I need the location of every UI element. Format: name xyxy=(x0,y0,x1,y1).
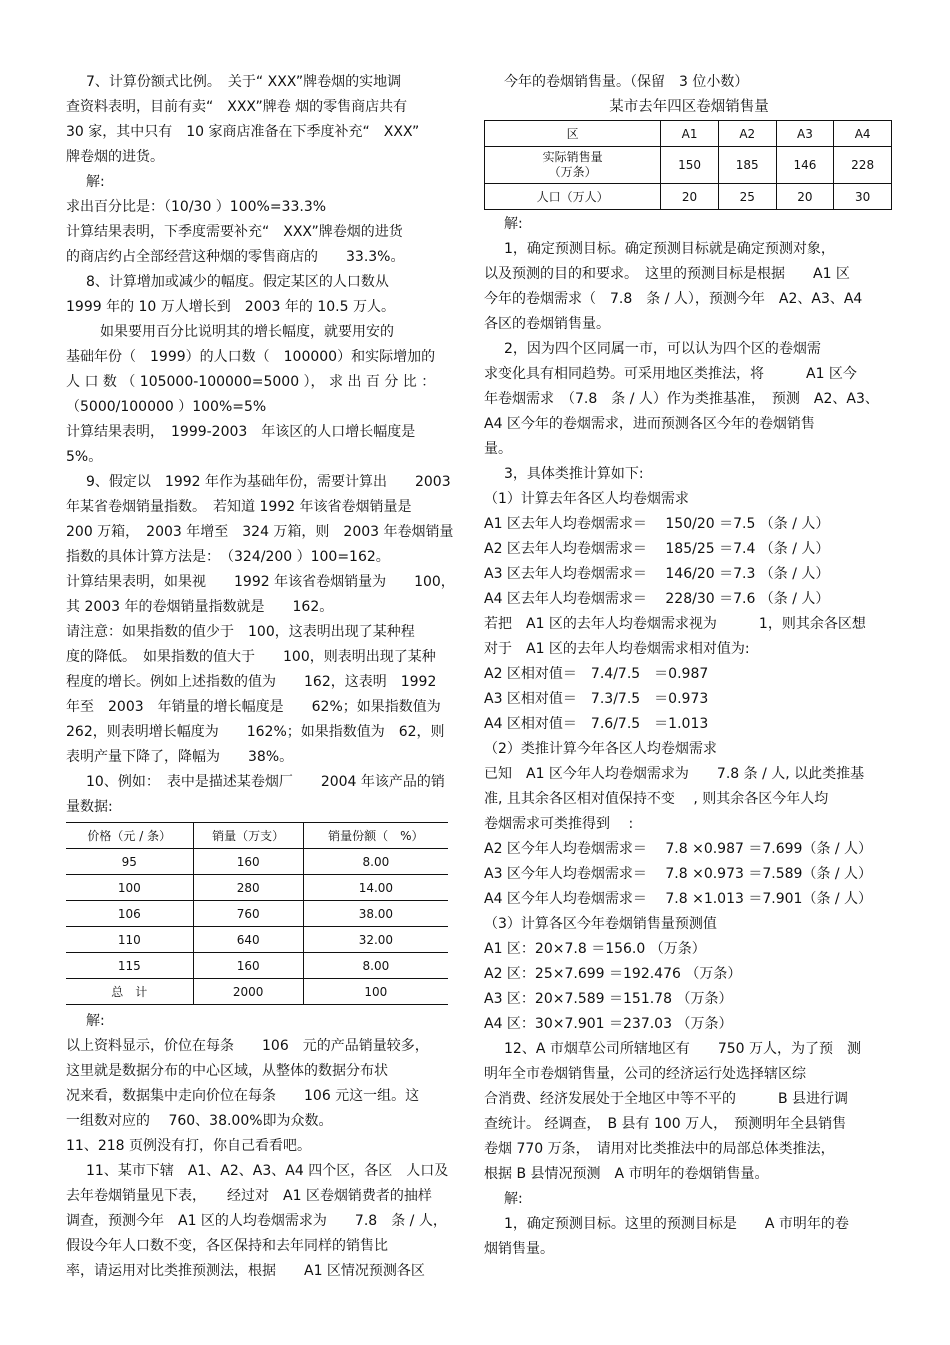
solution-label: 解: xyxy=(86,174,105,190)
right-column xyxy=(484,70,894,1262)
table-cell: 280 xyxy=(193,875,303,901)
text-line: 度的降低。 如果指数的值大于 100，则表明出现了某种 xyxy=(66,649,436,665)
text-line: A3 区去年人均卷烟需求＝ 146/20 ＝7.3 （条 / 人） xyxy=(484,566,830,582)
text-line: 烟销售量。 xyxy=(484,1241,554,1257)
text-line: 量。 xyxy=(484,441,512,457)
table-header-row xyxy=(66,823,448,849)
table-row-label xyxy=(485,147,661,184)
table-cell: 640 xyxy=(193,927,303,953)
row-label-line: 实际销售量 xyxy=(542,150,603,164)
text-line: A4 区今年人均卷烟需求＝ 7.8 ×1.013 ＝7.901（条 / 人） xyxy=(484,891,873,907)
text-line: A3 区：20×7.589 ＝151.78 （万条） xyxy=(484,991,733,1007)
text-line: 请注意：如果指数的值少于 100，这表明出现了某种程 xyxy=(66,624,415,640)
table-cell: 110 xyxy=(66,927,193,953)
text-line: 30 家，其中只有 10 家商店准备在下季度补充“ XXX” xyxy=(66,124,420,140)
text-line: A2 区：25×7.699 ＝192.476 （万条） xyxy=(484,966,742,982)
table-cell: 95 xyxy=(66,849,193,875)
problem-11 xyxy=(66,1159,448,1284)
text-line: 各区的卷烟销售量。 xyxy=(484,316,610,332)
text-line: A2 区去年人均卷烟需求＝ 185/25 ＝7.4 （条 / 人） xyxy=(484,541,830,557)
text-line: 求出百分比是：（10/30 ）100%=33.3% xyxy=(66,199,327,215)
text-line: 200 万箱， 2003 年增至 324 万箱，则 2003 年卷烟销量 xyxy=(66,524,454,540)
text-line: 卷烟 770 万条， 请用对比类推法中的局部总体类推法， xyxy=(484,1141,835,1157)
text-line: 率，请运用对比类推预测法，根据 A1 区情况预测各区 xyxy=(66,1263,425,1279)
table-cell: 20 xyxy=(661,184,719,210)
text-line: 人 口 数 （ 105000-100000=5000 ）， 求 出 百 分 比 ： xyxy=(66,374,436,390)
table-cell: 2000 xyxy=(193,979,303,1005)
text-line: 12、A 市烟草公司所辖地区有 750 万人，为了预 测 xyxy=(504,1041,862,1057)
sales-table xyxy=(66,822,448,1005)
text-line: 程度的增长。例如上述指数的值为 162，这表明 1992 xyxy=(66,674,437,690)
table-row xyxy=(485,184,892,210)
text-line: A4 区相对值＝ 7.6/7.5 ＝1.013 xyxy=(484,716,709,732)
text-line: 计算结果表明，如果视 1992 年该省卷烟销量为 100， xyxy=(66,574,455,590)
table-cell: 8.00 xyxy=(303,953,448,979)
text-line: 计算结果表明，下季度需要补充“ XXX”牌卷烟的进货 xyxy=(66,224,403,240)
table-cell: 32.00 xyxy=(303,927,448,953)
problem-10 xyxy=(66,770,448,1159)
step-1 xyxy=(484,237,894,337)
sub-heading: （3）计算各区今年卷烟销售量预测值 xyxy=(484,916,717,932)
text-line: 年卷烟需求 （7.8 条 / 人）作为类推基准， 预测 A2、A3、 xyxy=(484,391,879,407)
text-line: 9、假定以 1992 年作为基础年份，需要计算出 2003 xyxy=(86,474,451,490)
text-line: 指数的具体计算方法是： （324/200 ）100=162。 xyxy=(66,549,390,565)
text-line: 准, 且其余各区相对值保持不变 , 则其余各区今年人均 xyxy=(484,791,829,807)
solution-label: 解: xyxy=(504,216,523,232)
text-line: 一组数对应的 760、38.00%即为众数。 xyxy=(66,1113,333,1129)
text-line: A3 区今年人均卷烟需求＝ 7.8 ×0.973 ＝7.589（条 / 人） xyxy=(484,866,873,882)
sub-heading: （2）类推计算今年各区人均卷烟需求 xyxy=(484,741,717,757)
text-line: 11、218 页例没有打，你自己看看吧。 xyxy=(66,1138,311,1154)
problem-9 xyxy=(66,470,455,770)
table-cell: 总 计 xyxy=(66,979,193,1005)
table-cell: 8.00 xyxy=(303,849,448,875)
table-cell: 38.00 xyxy=(303,901,448,927)
text-line: 10、例如： 表中是描述某卷烟厂 2004 年该产品的销 xyxy=(86,774,445,790)
text-line: 其 2003 年的卷烟销量指数就是 162。 xyxy=(66,599,334,615)
solution-label: 解: xyxy=(504,1191,523,1207)
text-line: 对于 A1 区的去年人均卷烟需求相对值为: xyxy=(484,641,750,657)
text-line: A1 区去年人均卷烟需求＝ 150/20 ＝7.5 （条 / 人） xyxy=(484,516,830,532)
table-title: 某市去年四区卷烟销售量 xyxy=(609,99,769,115)
text-line: A4 区：30×7.901 ＝237.03 （万条） xyxy=(484,1016,733,1032)
text-line: 今年的卷烟销售量。（保留 3 位小数） xyxy=(504,74,749,90)
table-total-row xyxy=(66,979,448,1005)
text-line: 5%。 xyxy=(66,449,103,465)
text-line: 1，确定预测目标。这里的预测目标是 A 市明年的卷 xyxy=(504,1216,849,1232)
table-cell: 160 xyxy=(193,953,303,979)
text-line: 262，则表明增长幅度为 162%；如果指数值为 62，则 xyxy=(66,724,445,740)
table-row xyxy=(66,901,448,927)
text-line: 如果要用百分比说明其的增长幅度，就要用安的 xyxy=(100,324,394,340)
text-line: 去年卷烟销量见下表， 经过对 A1 区卷烟销费者的抽样 xyxy=(66,1188,432,1204)
text-line: 1，确定预测目标。确定预测目标就是确定预测对象， xyxy=(504,241,835,257)
text-line: A4 区去年人均卷烟需求＝ 228/30 ＝7.6 （条 / 人） xyxy=(484,591,830,607)
table-row xyxy=(66,953,448,979)
table-cell: 106 xyxy=(66,901,193,927)
table-cell: 150 xyxy=(661,147,719,184)
table-cell: 30 xyxy=(834,184,892,210)
text-line: A2 区今年人均卷烟需求＝ 7.8 ×0.987 ＝7.699（条 / 人） xyxy=(484,841,873,857)
text-line: 以上资料显示，价位在每条 106 元的产品销量较多， xyxy=(66,1038,429,1054)
text-line: A2 区相对值＝ 7.4/7.5 ＝0.987 xyxy=(484,666,709,682)
left-column xyxy=(66,70,455,1284)
problem-7 xyxy=(66,70,448,270)
text-line: 今年的卷烟需求（ 7.8 条 / 人），预测今年 A2、A3、A4 xyxy=(484,291,863,307)
table-cell: 25 xyxy=(718,184,776,210)
text-line: 合消费、经济发展处于全地区中等不平的 B 县进行调 xyxy=(484,1091,849,1107)
text-line: 调查，预测今年 A1 区的人均卷烟需求为 7.8 条 / 人， xyxy=(66,1213,447,1229)
table-header-cell: A4 xyxy=(834,121,892,147)
text-line: 查资料表明，目前有卖“ XXX”牌卷 烟的零售商店共有 xyxy=(66,99,408,115)
text-line: A4 区今年的卷烟需求，进而预测各区今年的卷烟销售 xyxy=(484,416,815,432)
text-line: 明年全市卷烟销售量，公司的经济运行处选择辖区综 xyxy=(484,1066,806,1082)
table-row xyxy=(66,927,448,953)
table-header-cell: A2 xyxy=(718,121,776,147)
text-line: 1999 年的 10 万人增长到 2003 年的 10.5 万人。 xyxy=(66,299,395,315)
text-line: 牌卷烟的进货。 xyxy=(66,149,164,165)
text-line: 的商店约占全部经营这种烟的零售商店的 33.3%。 xyxy=(66,249,405,265)
table-header-cell: 区 xyxy=(485,121,661,147)
row-label-unit: （万条） xyxy=(548,165,597,179)
problem-8 xyxy=(66,270,448,470)
table-cell: 100 xyxy=(303,979,448,1005)
text-line: 况来看，数据集中走向价位在每条 106 元这一组。这 xyxy=(66,1088,420,1104)
table-cell: 760 xyxy=(193,901,303,927)
table-cell: 185 xyxy=(718,147,776,184)
text-line: 已知 A1 区今年人均卷烟需求为 7.8 条 / 人, 以此类推基 xyxy=(484,766,865,782)
problem-12 xyxy=(484,1037,894,1262)
table-row xyxy=(66,875,448,901)
sub-heading: （1）计算去年各区人均卷烟需求 xyxy=(484,491,689,507)
text-line: 根据 B 县情况预测 A 市明年的卷烟销售量。 xyxy=(484,1166,769,1182)
table-header-cell: A3 xyxy=(776,121,834,147)
text-line: 求变化具有相同趋势。可采用地区类推法，将 A1 区今 xyxy=(484,366,857,382)
table-cell: 115 xyxy=(66,953,193,979)
text-line: 若把 A1 区的去年人均卷烟需求视为 1，则其余各区想 xyxy=(484,616,866,632)
step-2 xyxy=(484,337,894,462)
table-header-cell: 销量（万支） xyxy=(193,823,303,849)
step-3 xyxy=(484,462,894,1037)
table-row-label: 人口（万人） xyxy=(485,184,661,210)
text-line: 计算结果表明， 1999-2003 年该区的人口增长幅度是 xyxy=(66,424,416,440)
text-line: 量数据: xyxy=(66,799,113,815)
text-line: 查统计。 经调查， B 县有 100 万人， 预测明年全县销售 xyxy=(484,1116,847,1132)
table-cell: 100 xyxy=(66,875,193,901)
table-cell: 160 xyxy=(193,849,303,875)
solution-label: 解: xyxy=(86,1013,105,1029)
text-line: 以及预测的目的和要求。 这里的预测目标是根据 A1 区 xyxy=(484,266,850,282)
text-line: A1 区：20×7.8 ＝156.0 （万条） xyxy=(484,941,706,957)
text-line: 2，因为四个区同属一市，可以认为四个区的卷烟需 xyxy=(504,341,821,357)
table-header-cell: 价格（元 / 条） xyxy=(66,823,193,849)
text-line: 表明产量下降了，降幅为 38%。 xyxy=(66,749,294,765)
text-line: 假设今年人口数不变，各区保持和去年同样的销售比 xyxy=(66,1238,388,1254)
text-line: 年某省卷烟销量指数。 若知道 1992 年该省卷烟销量是 xyxy=(66,499,412,515)
table-header-cell: 销量份额（ %） xyxy=(303,823,448,849)
text-line: A3 区相对值＝ 7.3/7.5 ＝0.973 xyxy=(484,691,709,707)
table-cell: 14.00 xyxy=(303,875,448,901)
text-line: 8、计算增加或减少的幅度。假定某区的人口数从 xyxy=(86,274,389,290)
text-line: 卷烟需求可类推得到 : xyxy=(484,816,634,832)
table-cell: 228 xyxy=(834,147,892,184)
table-header-cell: A1 xyxy=(661,121,719,147)
text-line: 这里就是数据分布的中心区域，从整体的数据分布状 xyxy=(66,1063,388,1079)
table-row xyxy=(66,849,448,875)
text-line: 年至 2003 年销量的增长幅度是 62%；如果指数值为 xyxy=(66,699,441,715)
text-line: 3，具体类推计算如下: xyxy=(504,466,644,482)
text-line: 7、计算份额式比例。 关于“ XXX”牌卷烟的实地调 xyxy=(86,74,402,90)
table-cell: 146 xyxy=(776,147,834,184)
table-header-row xyxy=(485,121,892,147)
table-cell: 20 xyxy=(776,184,834,210)
text-line: 基础年份（ 1999）的人口数（ 100000）和实际增加的 xyxy=(66,349,436,365)
district-sales-table xyxy=(484,120,892,210)
text-line: 11、某市下辖 A1、A2、A3、A4 四个区，各区 人口及 xyxy=(86,1163,449,1179)
text-line: （5000/100000 ）100%=5% xyxy=(66,399,267,415)
table-row xyxy=(485,147,892,184)
